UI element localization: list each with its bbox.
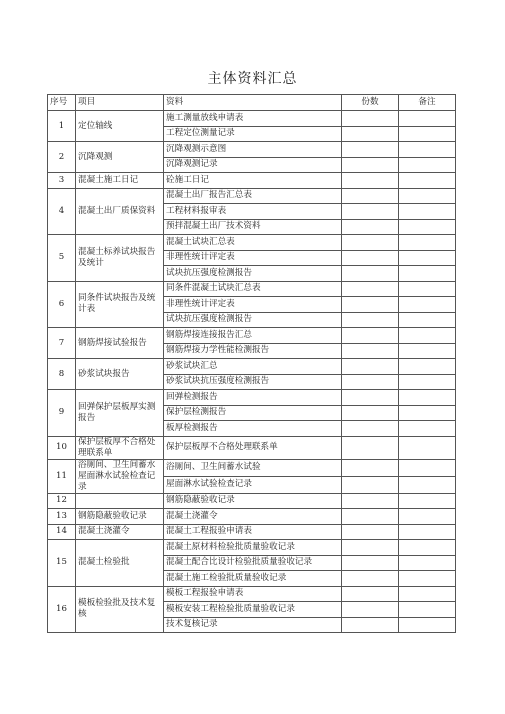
row-number: 14 (48, 524, 76, 540)
remark-cell (399, 524, 456, 540)
material-name: 试块抗压强度检测报告 (164, 266, 342, 282)
row-number: 15 (48, 540, 76, 587)
material-name: 浴厕间、卫生间蓄水试验 (164, 459, 342, 476)
remark-cell (399, 586, 456, 602)
copies-cell (342, 173, 399, 189)
copies-cell (342, 188, 399, 204)
copies-cell (342, 250, 399, 266)
remark-cell (399, 173, 456, 189)
copies-cell (342, 281, 399, 297)
remark-cell (399, 436, 456, 459)
row-number: 7 (48, 328, 76, 359)
copies-cell (342, 142, 399, 158)
item-name: 同条件试块报告及统计表 (76, 281, 164, 328)
copies-cell (342, 493, 399, 509)
remark-cell (399, 188, 456, 204)
remark-cell (399, 157, 456, 173)
material-name: 混凝土试块汇总表 (164, 235, 342, 251)
copies-cell (342, 436, 399, 459)
row-number: 4 (48, 188, 76, 235)
row-number: 3 (48, 173, 76, 189)
material-name: 模板安装工程检验批质量验收记录 (164, 602, 342, 618)
copies-cell (342, 421, 399, 437)
remark-cell (399, 235, 456, 251)
remark-cell (399, 421, 456, 437)
item-name: 混凝土标养试块报告及统计 (76, 235, 164, 282)
copies-cell (342, 312, 399, 328)
remark-cell (399, 359, 456, 375)
row-number: 13 (48, 509, 76, 525)
summary-table (47, 94, 456, 633)
material-name: 混凝土出厂报告汇总表 (164, 188, 342, 204)
remark-cell (399, 405, 456, 421)
remark-cell (399, 476, 456, 493)
item-name: 浴厕间、卫生间蓄水屋面淋水试验检查记录 (76, 459, 164, 493)
material-name: 混凝土工程报验申请表 (164, 524, 342, 540)
row-number: 8 (48, 359, 76, 390)
copies-cell (342, 374, 399, 390)
material-name: 砂浆试块抗压强度检测报告 (164, 374, 342, 390)
copies-cell (342, 343, 399, 359)
item-name (76, 493, 164, 509)
item-name: 定位轴线 (76, 111, 164, 142)
item-name: 钢筋隐蔽验收记录 (76, 509, 164, 525)
row-number: 2 (48, 142, 76, 173)
table-row (48, 390, 456, 406)
material-name: 混凝土原材料检验批质量验收记录 (164, 540, 342, 556)
item-name: 混凝土出厂质保资料 (76, 188, 164, 235)
item-name: 回弹保护层板厚实测报告 (76, 390, 164, 437)
row-number: 12 (48, 493, 76, 509)
table-row (48, 328, 456, 344)
material-name: 板厚检测报告 (164, 421, 342, 437)
page-title: 主体资料汇总 (207, 71, 298, 87)
remark-cell (399, 509, 456, 525)
table-row (48, 111, 456, 127)
row-number: 5 (48, 235, 76, 282)
table-row (48, 281, 456, 297)
row-number: 11 (48, 459, 76, 493)
table-row (48, 509, 456, 525)
remark-cell (399, 540, 456, 556)
copies-cell (342, 111, 399, 127)
item-name: 沉降观测 (76, 142, 164, 173)
header-material: 资料 (164, 95, 342, 111)
remark-cell (399, 219, 456, 235)
material-name: 预拌混凝土出厂技术资料 (164, 219, 342, 235)
copies-cell (342, 204, 399, 220)
material-name: 技术复核记录 (164, 617, 342, 633)
item-name: 钢筋焊接试验报告 (76, 328, 164, 359)
header-item: 项目 (76, 95, 164, 111)
item-name: 混凝土检验批 (76, 540, 164, 587)
material-name: 钢筋焊接连接报告汇总 (164, 328, 342, 344)
copies-cell (342, 405, 399, 421)
copies-cell (342, 617, 399, 633)
remark-cell (399, 617, 456, 633)
copies-cell (342, 235, 399, 251)
copies-cell (342, 390, 399, 406)
copies-cell (342, 540, 399, 556)
item-name: 砂浆试块报告 (76, 359, 164, 390)
copies-cell (342, 297, 399, 313)
material-name: 混凝土配合比设计检验批质量验收记录 (164, 555, 342, 571)
material-name: 工程材料报审表 (164, 204, 342, 220)
remark-cell (399, 555, 456, 571)
remark-cell (399, 328, 456, 344)
material-name: 砂浆试块汇总 (164, 359, 342, 375)
remark-cell (399, 493, 456, 509)
table-row (48, 142, 456, 158)
item-name: 保护层板厚不合格处理联系单 (76, 436, 164, 459)
copies-cell (342, 509, 399, 525)
material-name: 工程定位测量记录 (164, 126, 342, 142)
remark-cell (399, 374, 456, 390)
remark-cell (399, 281, 456, 297)
remark-cell (399, 111, 456, 127)
item-name: 混凝土施工日记 (76, 173, 164, 189)
remark-cell (399, 204, 456, 220)
row-number: 9 (48, 390, 76, 437)
row-number: 10 (48, 436, 76, 459)
remark-cell (399, 343, 456, 359)
table-row (48, 188, 456, 204)
item-name: 模板检验批及技术复核 (76, 586, 164, 633)
material-name: 屋面淋水试验检查记录 (164, 476, 342, 493)
copies-cell (342, 126, 399, 142)
material-name: 钢筋焊接力学性能检测报告 (164, 343, 342, 359)
table-body (48, 111, 456, 633)
copies-cell (342, 571, 399, 587)
material-name: 砼施工日记 (164, 173, 342, 189)
row-number: 1 (48, 111, 76, 142)
table-row (48, 459, 456, 476)
row-number: 16 (48, 586, 76, 633)
table-row (48, 586, 456, 602)
remark-cell (399, 390, 456, 406)
material-name: 回弹检测报告 (164, 390, 342, 406)
material-name: 沉降观测示意图 (164, 142, 342, 158)
item-name: 混凝土浇灌令 (76, 524, 164, 540)
header-no: 序号 (48, 95, 76, 111)
table-row (48, 359, 456, 375)
header-copies: 份数 (342, 95, 399, 111)
copies-cell (342, 266, 399, 282)
header-row (48, 95, 456, 111)
material-name: 模板工程报验申请表 (164, 586, 342, 602)
material-name: 非理性统计评定表 (164, 250, 342, 266)
copies-cell (342, 459, 399, 476)
copies-cell (342, 359, 399, 375)
remark-cell (399, 312, 456, 328)
remark-cell (399, 602, 456, 618)
copies-cell (342, 476, 399, 493)
material-name: 同条件混凝土试块汇总表 (164, 281, 342, 297)
remark-cell (399, 250, 456, 266)
table-row (48, 540, 456, 556)
table-row (48, 524, 456, 540)
copies-cell (342, 157, 399, 173)
copies-cell (342, 524, 399, 540)
material-name: 试块抗压强度检测报告 (164, 312, 342, 328)
copies-cell (342, 602, 399, 618)
copies-cell (342, 328, 399, 344)
header-remark: 备注 (399, 95, 456, 111)
material-name: 混凝土浇灌令 (164, 509, 342, 525)
row-number: 6 (48, 281, 76, 328)
remark-cell (399, 297, 456, 313)
remark-cell (399, 142, 456, 158)
remark-cell (399, 126, 456, 142)
material-name: 非理性统计评定表 (164, 297, 342, 313)
remark-cell (399, 266, 456, 282)
copies-cell (342, 555, 399, 571)
material-name: 保护层检测报告 (164, 405, 342, 421)
copies-cell (342, 586, 399, 602)
material-name: 混凝土施工检验批质量验收记录 (164, 571, 342, 587)
copies-cell (342, 219, 399, 235)
material-name: 钢筋隐蔽验收记录 (164, 493, 342, 509)
remark-cell (399, 459, 456, 476)
table-row (48, 235, 456, 251)
material-name: 保护层板厚不合格处理联系单 (164, 436, 342, 459)
material-name: 沉降观测记录 (164, 157, 342, 173)
table-row (48, 173, 456, 189)
remark-cell (399, 571, 456, 587)
table-row (48, 493, 456, 509)
material-name: 施工测量放线申请表 (164, 111, 342, 127)
table-row (48, 436, 456, 459)
